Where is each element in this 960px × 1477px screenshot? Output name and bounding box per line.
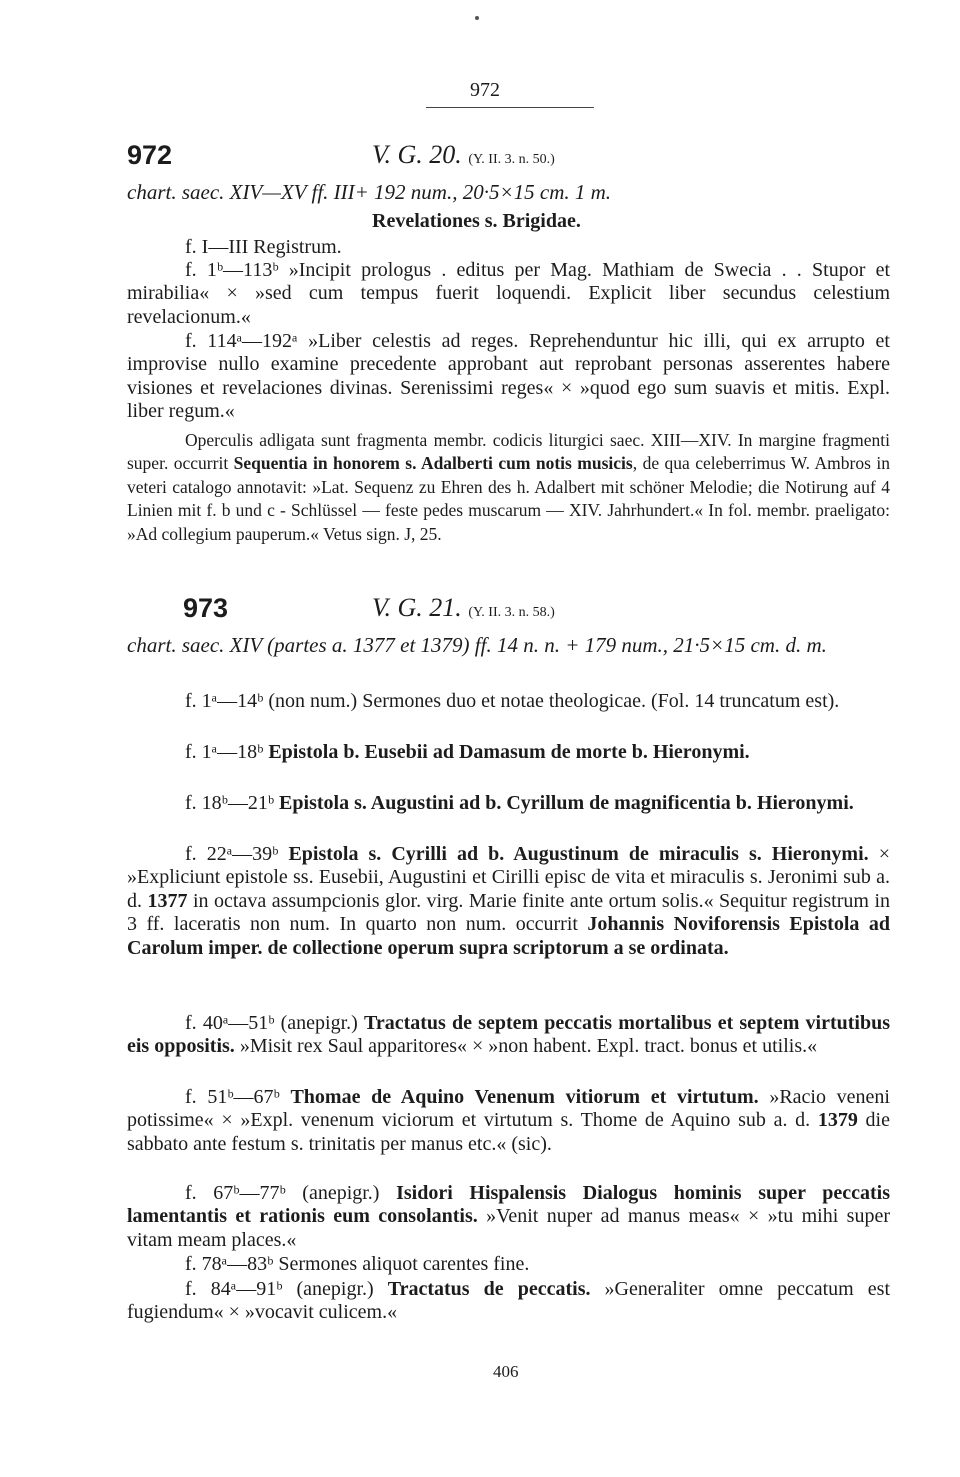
- item-972-1: f. I—III Registrum.: [185, 236, 342, 258]
- old-shelfmark: (Y. II. 3. n. 58.): [468, 605, 555, 620]
- entry-number-972: 972: [127, 140, 173, 170]
- work-title-972: Revelationes s. Brigidae.: [372, 210, 581, 232]
- item-972-2: f. 1ᵇ—113ᵇ »Incipit prologus . editus per Mag. Mathiam de Swecia . . Stupor et mirabilia« × »sed cum tempus fuerit loquendi. Explicit liber secundus celestium revelacionum.«: [127, 259, 890, 328]
- item-973-3: [127, 792, 890, 815]
- item-text: »Generaliter omne peccatum est fugiendum« × »vocavit culicem.«: [127, 1278, 890, 1324]
- folio-range: f. 67ᵇ—77ᵇ (anepigr.): [185, 1182, 397, 1204]
- item-title: Tractatus de peccatis.: [387, 1278, 591, 1300]
- item-title: Johannis Noviforensis Epistola ad Carolum imper. de collectione operum supra scriptorum a se ordinata.: [127, 913, 891, 959]
- item-text: »Racio veneni potissime« × »Expl. venenum viciorum et virtutum s. Thome de Aquino sub a. d.: [127, 1086, 890, 1132]
- item-text: die sabbato ante festum s. trinitatis per manus etc.« (sic).: [127, 1109, 890, 1155]
- item-title: Tractatus de septem peccatis mortalibus et septem virtutibus eis oppositis.: [127, 1012, 891, 1058]
- item-973-8: f. 78ᵃ—83ᵇ Sermones aliquot carentes fine.: [185, 1253, 530, 1275]
- folio-range: f. 18ᵇ—21ᵇ: [185, 792, 280, 814]
- item-973-5: [127, 1012, 890, 1059]
- shelfmark-972: [372, 140, 555, 170]
- item-973-6: [127, 1086, 890, 1156]
- item-text: »Misit rex Saul apparitores« × »non habent. Expl. tract. bonus et utilis.«: [234, 1035, 818, 1058]
- shelfmark-973: [372, 593, 555, 623]
- item-title: Isidori Hispalensis Dialogus hominis super peccatis lamentantis et rationis eum consolantis.: [127, 1182, 890, 1228]
- folio-range: f. 22ᵃ—39ᵇ: [185, 843, 289, 865]
- item-973-4: [127, 843, 890, 960]
- item-title: Epistola b. Eusebii ad Damasum de morte b. Hieronymi.: [268, 741, 750, 763]
- running-head: 972: [470, 79, 500, 101]
- shelfmark-main: V. G. 20.: [372, 140, 462, 169]
- item-973-7: [127, 1182, 890, 1252]
- item-973-9: [127, 1278, 890, 1325]
- note-text-bold: Sequentia in honorem s. Adalberti cum notis musicis: [233, 453, 633, 474]
- note-text-c: , de qua celeberrimus W. Ambros in veteri catalogo annotavit: »Lat. Sequenz zu Ehren des h. Adalbert mit schöner Melodie; die Notirung auf 4 Linien mit f. b und c - Schlüssel — feste pedes muscarum — XIV. Jahrhundert.« In fol. membr. praeligato: »Ad collegium pauperum.« Vetus sign. J, 25.: [127, 453, 890, 544]
- folio-range: f. 1ᵃ—18ᵇ: [185, 741, 269, 763]
- item-year: 1377: [147, 889, 188, 912]
- shelfmark-main: V. G. 21.: [372, 593, 462, 622]
- item-972-3: f. 114ᵃ—192ᵃ »Liber celestis ad reges. Reprehenduntur hic illi, qui ex arrupto et improvise nullo examine precedente approbant aut reprobant personas asserentes habere visiones et revelaciones divinas. Serenissimi reges« × »quod ego sum suavis et mitis. Expl. liber regum.«: [127, 330, 890, 423]
- item-973-1: f. 1ᵃ—14ᵇ (non num.) Sermones duo et notae theologicae. (Fol. 14 truncatum est).: [185, 690, 840, 712]
- folio-range: f. 51ᵇ—67ᵇ: [185, 1086, 291, 1108]
- physical-description-972: chart. saec. XIV—XV ff. III+ 192 num., 20·5×15 cm. 1 m.: [127, 180, 612, 204]
- note-972: [127, 429, 890, 546]
- folio-range: f. 40ᵃ—51ᵇ (anepigr.): [185, 1012, 364, 1034]
- folio-range: f. 84ᵃ—91ᵇ (anepigr.): [185, 1278, 388, 1300]
- item-year: 1379: [817, 1109, 858, 1132]
- item-title: Thomae de Aquino Venenum vitiorum et virtutum.: [290, 1086, 759, 1108]
- item-text: »Venit nuper ad manus meas« × »tu mihi super vitam meam places.«: [127, 1205, 890, 1251]
- item-title: Epistola s. Cyrilli ad b. Augustinum de miraculis s. Hieronymi.: [288, 843, 869, 865]
- page-number: 406: [493, 1362, 519, 1381]
- ink-speck: [475, 16, 479, 20]
- physical-description-973: chart. saec. XIV (partes a. 1377 et 1379) ff. 14 n. n. + 179 num., 21·5×15 cm. d. m.: [127, 633, 827, 657]
- item-text: × »Expliciunt epistole ss. Eusebii, Augustini et Cirilli episc de vita et miraculis s. Jeronimi sub a. d.: [127, 843, 890, 912]
- note-text-a: Operculis adligata sunt fragmenta membr. codicis liturgici saec. XIII—XIV. In margine fragmenti super. occurrit: [127, 430, 890, 474]
- old-shelfmark: (Y. II. 3. n. 50.): [468, 152, 555, 167]
- item-973-2: [127, 741, 890, 764]
- item-title: Epistola s. Augustini ad b. Cyrillum de magnificentia b. Hieronymi.: [279, 792, 854, 814]
- header-rule: [426, 107, 594, 108]
- item-text: in octava assumpcionis glor. virg. Marie finite ante ortum solis.« Sequitur registrum in 3 ff. laceratis non num. In quarto non num. occurrit: [127, 889, 891, 936]
- entry-number-973: 973: [183, 593, 229, 623]
